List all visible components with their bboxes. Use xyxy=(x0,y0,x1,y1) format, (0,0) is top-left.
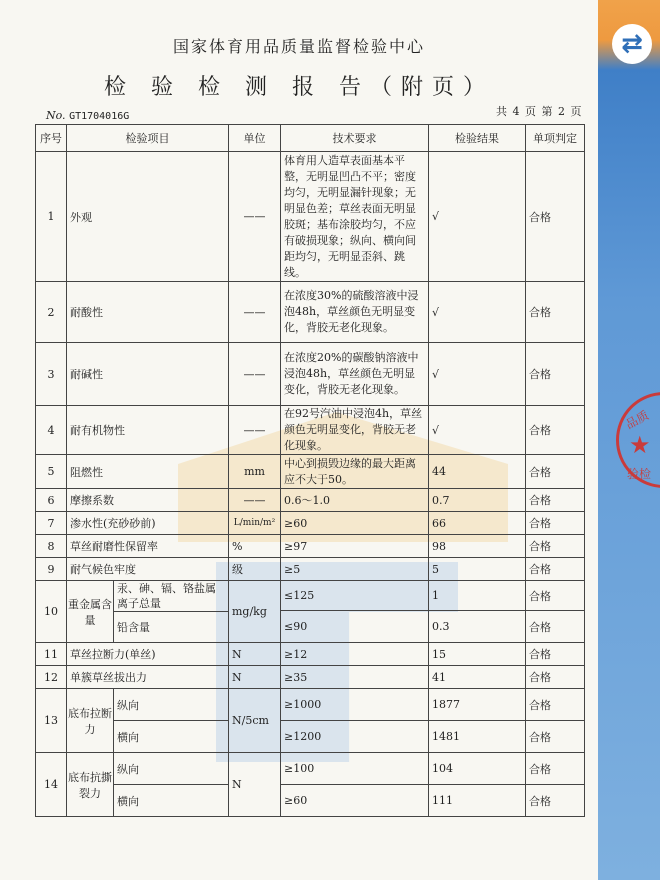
unit-cell: —— xyxy=(229,406,281,455)
unit-cell: N/5cm xyxy=(229,689,281,753)
item-cell: 渗水性(充砂砂前) xyxy=(67,512,229,535)
unit-cell: —— xyxy=(229,489,281,512)
sub-item-label: 汞、砷、镉、铬盐属离子总量 xyxy=(114,581,228,612)
table-row xyxy=(36,152,585,282)
verdict-cell: 合格 xyxy=(526,721,585,753)
table-row xyxy=(36,512,585,535)
requirement-cell: ≥1200 xyxy=(281,721,429,753)
report-title: 检 验 检 测 报 告（附页） xyxy=(104,75,494,100)
sub-item-label: 横向 xyxy=(117,794,139,808)
seq-cell: 9 xyxy=(36,558,67,581)
table-row xyxy=(36,558,585,581)
col-header-item: 检验项目 xyxy=(67,125,229,152)
group-label: 底布抗撕裂力 xyxy=(67,753,114,816)
table-row xyxy=(36,753,585,785)
arrows-logo-icon: ⇄ xyxy=(612,24,652,64)
seq-cell: 3 xyxy=(36,343,67,406)
sub-item-label: 纵向 xyxy=(114,753,228,785)
item-group-cell xyxy=(67,753,229,817)
item-cell: 耐有机物性 xyxy=(67,406,229,455)
verdict-cell: 合格 xyxy=(526,643,585,666)
result-cell: √ xyxy=(429,406,526,455)
verdict-cell: 合格 xyxy=(526,558,585,581)
result-cell: 104 xyxy=(429,753,526,785)
seq-cell: 7 xyxy=(36,512,67,535)
verdict-cell: 合格 xyxy=(526,753,585,785)
unit-cell: N xyxy=(229,643,281,666)
requirement-cell: ≤90 xyxy=(281,611,429,643)
verdict-cell: 合格 xyxy=(526,489,585,512)
requirement-cell: 在92号汽油中浸泡4h，草丝颜色无明显变化，背胶无老化现象。 xyxy=(281,406,429,455)
group-label: 重金属含量 xyxy=(67,581,114,642)
item-cell: 草丝拉断力(单丝) xyxy=(67,643,229,666)
unit-cell: L/min/m² xyxy=(229,512,281,535)
requirement-cell: ≥100 xyxy=(281,753,429,785)
sub-item-label: 纵向 xyxy=(114,689,228,721)
item-cell: 摩擦系数 xyxy=(67,489,229,512)
result-cell: 111 xyxy=(429,785,526,817)
verdict-cell: 合格 xyxy=(526,343,585,406)
verdict-cell: 合格 xyxy=(526,406,585,455)
unit-cell: 级 xyxy=(229,558,281,581)
verdict-cell: 合格 xyxy=(526,535,585,558)
seq-cell: 8 xyxy=(36,535,67,558)
requirement-cell: ≥5 xyxy=(281,558,429,581)
seq-cell: 4 xyxy=(36,406,67,455)
seal-stamp: 品质 ★ 验检 xyxy=(616,392,660,488)
table-row xyxy=(36,282,585,343)
org-name: 国家体育用品质量监督检验中心 xyxy=(172,37,425,56)
result-cell: 44 xyxy=(429,455,526,489)
unit-cell: N xyxy=(229,666,281,689)
result-cell: √ xyxy=(429,152,526,282)
seq-cell: 5 xyxy=(36,455,67,489)
seq-cell: 2 xyxy=(36,282,67,343)
seq-cell: 14 xyxy=(36,753,67,817)
seq-cell: 12 xyxy=(36,666,67,689)
group-label: 底布拉断力 xyxy=(67,689,114,752)
verdict-cell: 合格 xyxy=(526,581,585,611)
item-cell: 草丝耐磨性保留率 xyxy=(67,535,229,558)
unit-cell: —— xyxy=(229,152,281,282)
unit-cell: —— xyxy=(229,343,281,406)
page-info: 共 4 页 第 2 页 xyxy=(496,105,583,118)
result-cell: 1481 xyxy=(429,721,526,753)
result-cell: √ xyxy=(429,343,526,406)
table-row xyxy=(36,643,585,666)
unit-cell: % xyxy=(229,535,281,558)
result-cell: 0.3 xyxy=(429,611,526,643)
item-group-cell xyxy=(67,689,229,753)
table-row xyxy=(36,689,585,721)
table-row xyxy=(36,535,585,558)
verdict-cell: 合格 xyxy=(526,152,585,282)
seq-cell: 6 xyxy=(36,489,67,512)
result-cell: 1877 xyxy=(429,689,526,721)
result-cell: 98 xyxy=(429,535,526,558)
unit-cell: mg/kg xyxy=(229,581,281,643)
requirement-cell: 在浓度30%的硫酸溶液中浸泡48h，草丝颜色无明显变化，背胶无老化现象。 xyxy=(281,282,429,343)
requirement-cell: 0.6～1.0 xyxy=(281,489,429,512)
item-cell: 耐气候色牢度 xyxy=(67,558,229,581)
seq-cell: 1 xyxy=(36,152,67,282)
requirement-cell: 中心到损毁边缘的最大距离应不大于50。 xyxy=(281,455,429,489)
result-cell: 0.7 xyxy=(429,489,526,512)
table-row xyxy=(36,489,585,512)
result-table xyxy=(35,124,585,817)
result-cell: 66 xyxy=(429,512,526,535)
seq-cell: 13 xyxy=(36,689,67,753)
requirement-cell: ≥60 xyxy=(281,785,429,817)
requirement-cell: ≥1000 xyxy=(281,689,429,721)
result-cell: 15 xyxy=(429,643,526,666)
verdict-cell: 合格 xyxy=(526,455,585,489)
result-cell: 5 xyxy=(429,558,526,581)
table-row xyxy=(36,666,585,689)
sub-item-label: 横向 xyxy=(117,730,139,744)
verdict-cell: 合格 xyxy=(526,512,585,535)
seq-cell: 10 xyxy=(36,581,67,643)
requirement-cell: 体育用人造草表面基本平整，无明显凹凸不平；密度均匀，无明显漏针现象；无明显色差；草丝表面无明显胶斑；基布涂胶均匀，不应有破损现象；纵向、横向间距均匀，无明显歪斜、跳线。 xyxy=(281,152,429,282)
col-header-result: 检验结果 xyxy=(429,125,526,152)
table-row xyxy=(36,406,585,455)
table-row xyxy=(36,343,585,406)
table-header-row xyxy=(36,125,585,152)
item-cell: 耐酸性 xyxy=(67,282,229,343)
result-cell: √ xyxy=(429,282,526,343)
item-cell: 单簇草丝拔出力 xyxy=(67,666,229,689)
unit-cell: mm xyxy=(229,455,281,489)
seq-cell: 11 xyxy=(36,643,67,666)
sub-item-label: 铅含量 xyxy=(117,621,150,634)
table-row xyxy=(36,455,585,489)
verdict-cell: 合格 xyxy=(526,785,585,817)
requirement-cell: ≥35 xyxy=(281,666,429,689)
verdict-cell: 合格 xyxy=(526,689,585,721)
table-row xyxy=(36,581,585,611)
unit-cell: N xyxy=(229,753,281,817)
unit-cell: —— xyxy=(229,282,281,343)
requirement-cell: ≤125 xyxy=(281,581,429,611)
verdict-cell: 合格 xyxy=(526,611,585,643)
verdict-cell: 合格 xyxy=(526,282,585,343)
requirement-cell: 在浓度20%的碳酸钠溶液中浸泡48h，草丝颜色无明显变化，背胶无老化现象。 xyxy=(281,343,429,406)
item-cell: 耐碱性 xyxy=(67,343,229,406)
item-group-cell xyxy=(67,581,229,643)
col-header-seq: 序号 xyxy=(36,125,67,152)
verdict-cell: 合格 xyxy=(526,666,585,689)
report-number: No. GT1704016G xyxy=(46,109,130,122)
item-cell: 外观 xyxy=(67,152,229,282)
col-header-requirement: 技术要求 xyxy=(281,125,429,152)
result-cell: 41 xyxy=(429,666,526,689)
col-header-unit: 单位 xyxy=(229,125,281,152)
result-cell: 1 xyxy=(429,581,526,611)
requirement-cell: ≥12 xyxy=(281,643,429,666)
requirement-cell: ≥60 xyxy=(281,512,429,535)
item-cell: 阻燃性 xyxy=(67,455,229,489)
col-header-verdict: 单项判定 xyxy=(526,125,585,152)
requirement-cell: ≥97 xyxy=(281,535,429,558)
